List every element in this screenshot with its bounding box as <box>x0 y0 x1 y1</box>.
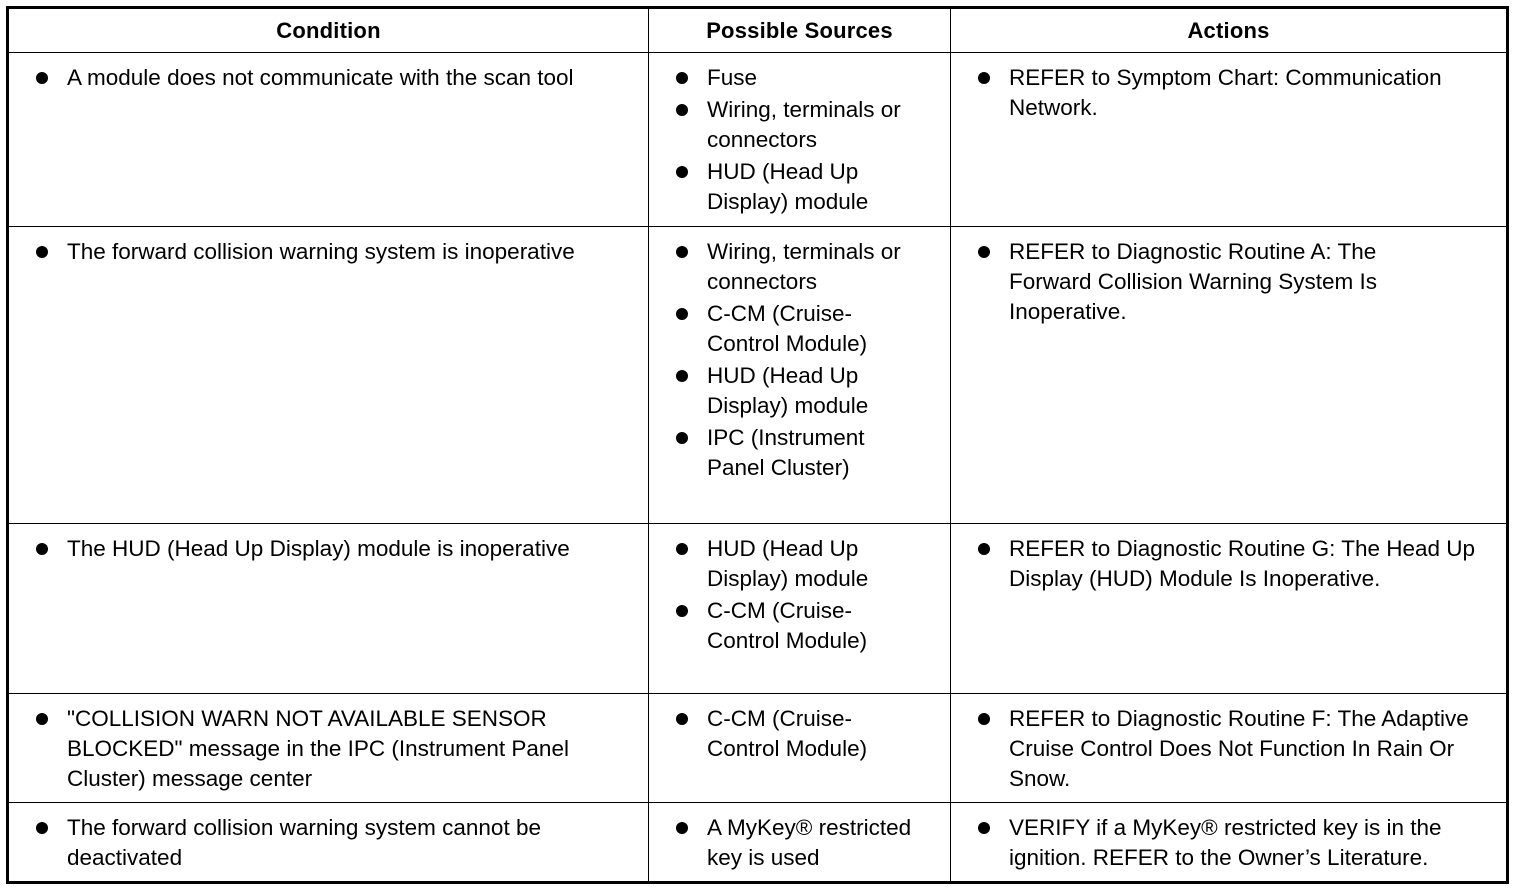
table-header-row <box>8 8 1508 53</box>
action-text: REFER to Diagnostic Routine G: The Head Up Display (HUD) Module Is Inoperative. <box>951 534 1496 594</box>
actions-cell <box>951 803 1508 883</box>
source-item: C-CM (Cruise-Control Module) <box>649 704 940 764</box>
header-condition: Condition <box>8 8 649 53</box>
sources-cell <box>649 524 951 694</box>
sources-cell <box>649 227 951 524</box>
action-text: VERIFY if a MyKey® restricted key is in the ignition. REFER to the Owner’s Literature. <box>951 813 1496 873</box>
source-item: Wiring, terminals or connectors <box>649 237 940 297</box>
source-item: HUD (Head Up Display) module <box>649 534 940 594</box>
sources-cell <box>649 53 951 227</box>
source-item: HUD (Head Up Display) module <box>649 361 940 421</box>
table-row <box>8 524 1508 694</box>
table-row <box>8 53 1508 227</box>
header-possible-sources: Possible Sources <box>649 8 951 53</box>
condition-text: The HUD (Head Up Display) module is inoperative <box>9 534 638 564</box>
table-row <box>8 227 1508 524</box>
source-item: C-CM (Cruise-Control Module) <box>649 299 940 359</box>
condition-cell <box>8 524 649 694</box>
source-item: A MyKey® restricted key is used <box>649 813 940 873</box>
action-text: REFER to Symptom Chart: Communication Network. <box>951 63 1496 123</box>
source-item: C-CM (Cruise-Control Module) <box>649 596 940 656</box>
condition-cell <box>8 803 649 883</box>
action-text: REFER to Diagnostic Routine F: The Adaptive Cruise Control Does Not Function In Rain Or Snow. <box>951 704 1496 794</box>
actions-cell <box>951 694 1508 803</box>
actions-cell <box>951 53 1508 227</box>
condition-cell <box>8 227 649 524</box>
condition-text: The forward collision warning system is inoperative <box>9 237 638 267</box>
source-item: Fuse <box>649 63 940 93</box>
sources-cell <box>649 694 951 803</box>
action-text: REFER to Diagnostic Routine A: The Forward Collision Warning System Is Inoperative. <box>951 237 1496 327</box>
table-row <box>8 803 1508 883</box>
source-item: HUD (Head Up Display) module <box>649 157 940 217</box>
condition-cell <box>8 694 649 803</box>
source-item: Wiring, terminals or connectors <box>649 95 940 155</box>
condition-text: The forward collision warning system cannot be deactivated <box>9 813 638 873</box>
actions-cell <box>951 227 1508 524</box>
sources-cell <box>649 803 951 883</box>
actions-cell <box>951 524 1508 694</box>
condition-text: A module does not communicate with the scan tool <box>9 63 638 93</box>
header-actions: Actions <box>951 8 1508 53</box>
table-row <box>8 694 1508 803</box>
source-item: IPC (Instrument Panel Cluster) <box>649 423 940 483</box>
diagnostic-symptom-table <box>6 6 1509 884</box>
condition-cell <box>8 53 649 227</box>
condition-text: "COLLISION WARN NOT AVAILABLE SENSOR BLOCKED" message in the IPC (Instrument Panel Cluster) message center <box>9 704 638 794</box>
